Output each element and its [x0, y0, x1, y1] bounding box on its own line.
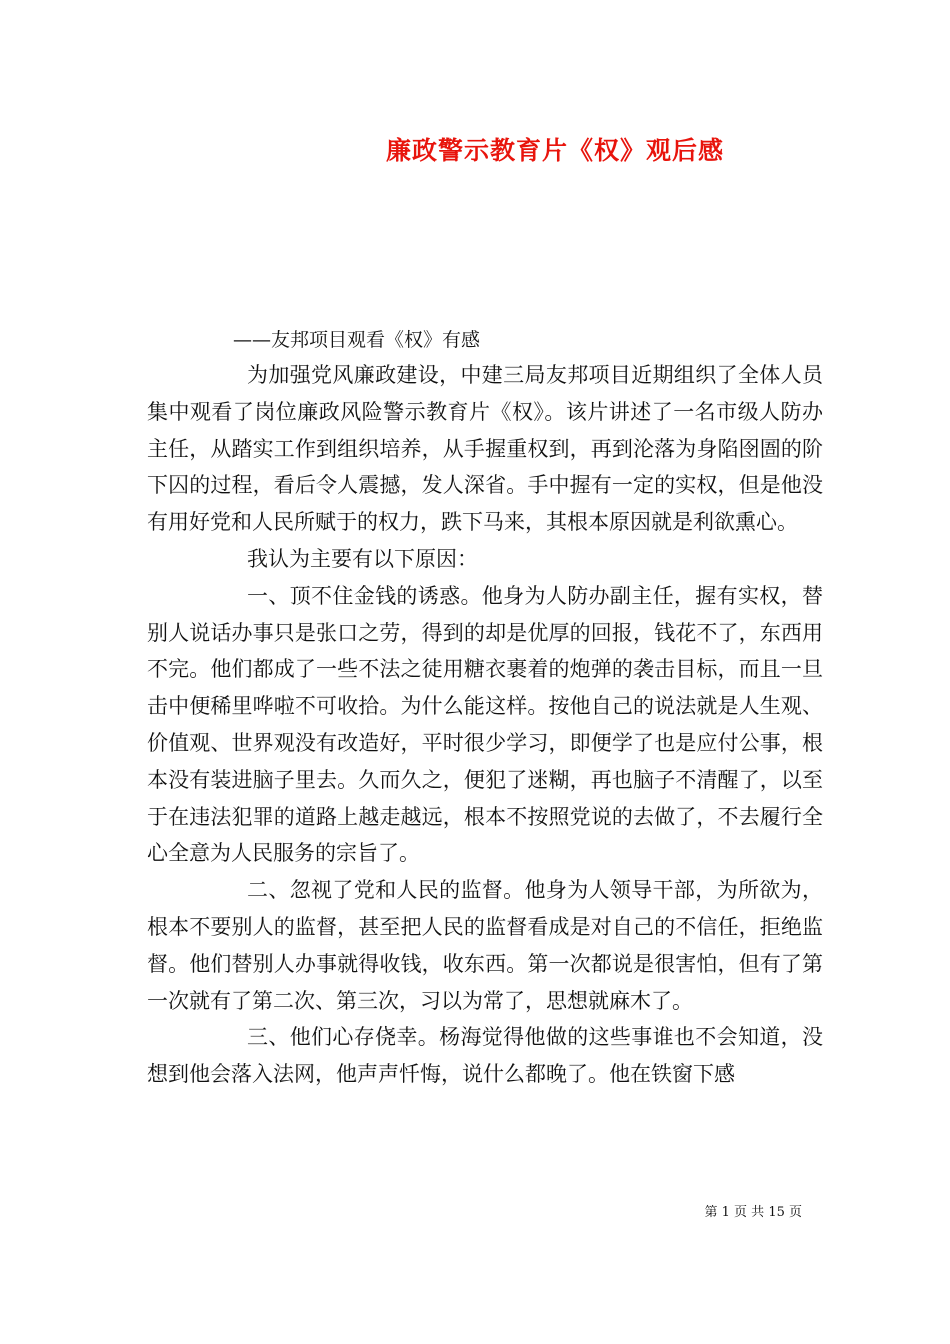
document-subtitle: ——友邦项目观看《权》有感 — [233, 329, 481, 351]
body-paragraph: 一、顶不住金钱的诱惑。他身为人防办副主任，握有实权，替别人说话办事只是张口之劳，得到的却是优厚的回报，钱花不了，东西用不完。他们都成了一些不法之徒用糖衣裹着的炮弹的袭击目标，而且一旦击中便稀里哗啦不可收拾。为什么能这样。按他自己的说法就是人生观、价值观、世界观没有改造好，平时很少学习，即便学了也是应付公事，根本没有装进脑子里去。久而久之，便犯了迷糊，再也脑子不清醒了，以至于在违法犯罪的道路上越走越远，根本不按照党说的去做了，不去履行全心全意为人民服务的宗旨了。 — [147, 583, 823, 866]
document-body — [147, 357, 823, 1093]
body-paragraph: 我认为主要有以下原因： — [247, 546, 478, 571]
body-paragraph: 二、忽视了党和人民的监督。他身为人领导干部，为所欲为，根本不要别人的监督，甚至把人民的监督看成是对自己的不信任，拒绝监督。他们替别人办事就得收钱，收东西。第一次都说是很害怕，但有了第一次就有了第二次、第三次，习以为常了，思想就麻木了。 — [147, 878, 823, 1013]
body-paragraph: 为加强党风廉政建设，中建三局友邦项目近期组织了全体人员集中观看了岗位廉政风险警示教育片《权》。该片讲述了一名市级人防办主任，从踏实工作到组织培养，从手握重权到，再到沦落为身陷囹圄的阶下囚的过程，看后令人震撼，发人深省。手中握有一定的实权，但是他没有用好党和人民所赋于的权力，跌下马来，其根本原因就是利欲熏心。 — [147, 363, 823, 535]
document-title: 廉政警示教育片《权》观后感 — [385, 136, 724, 165]
page-footer — [0, 1203, 950, 1223]
page-number: 第 1 页 共 15 页 — [704, 1205, 802, 1220]
body-paragraph: 三、他们心存侥幸。杨海觉得他做的这些事谁也不会知道，没想到他会落入法网，他声声忏悔，说什么都晚了。他在铁窗下感 — [147, 1025, 823, 1087]
